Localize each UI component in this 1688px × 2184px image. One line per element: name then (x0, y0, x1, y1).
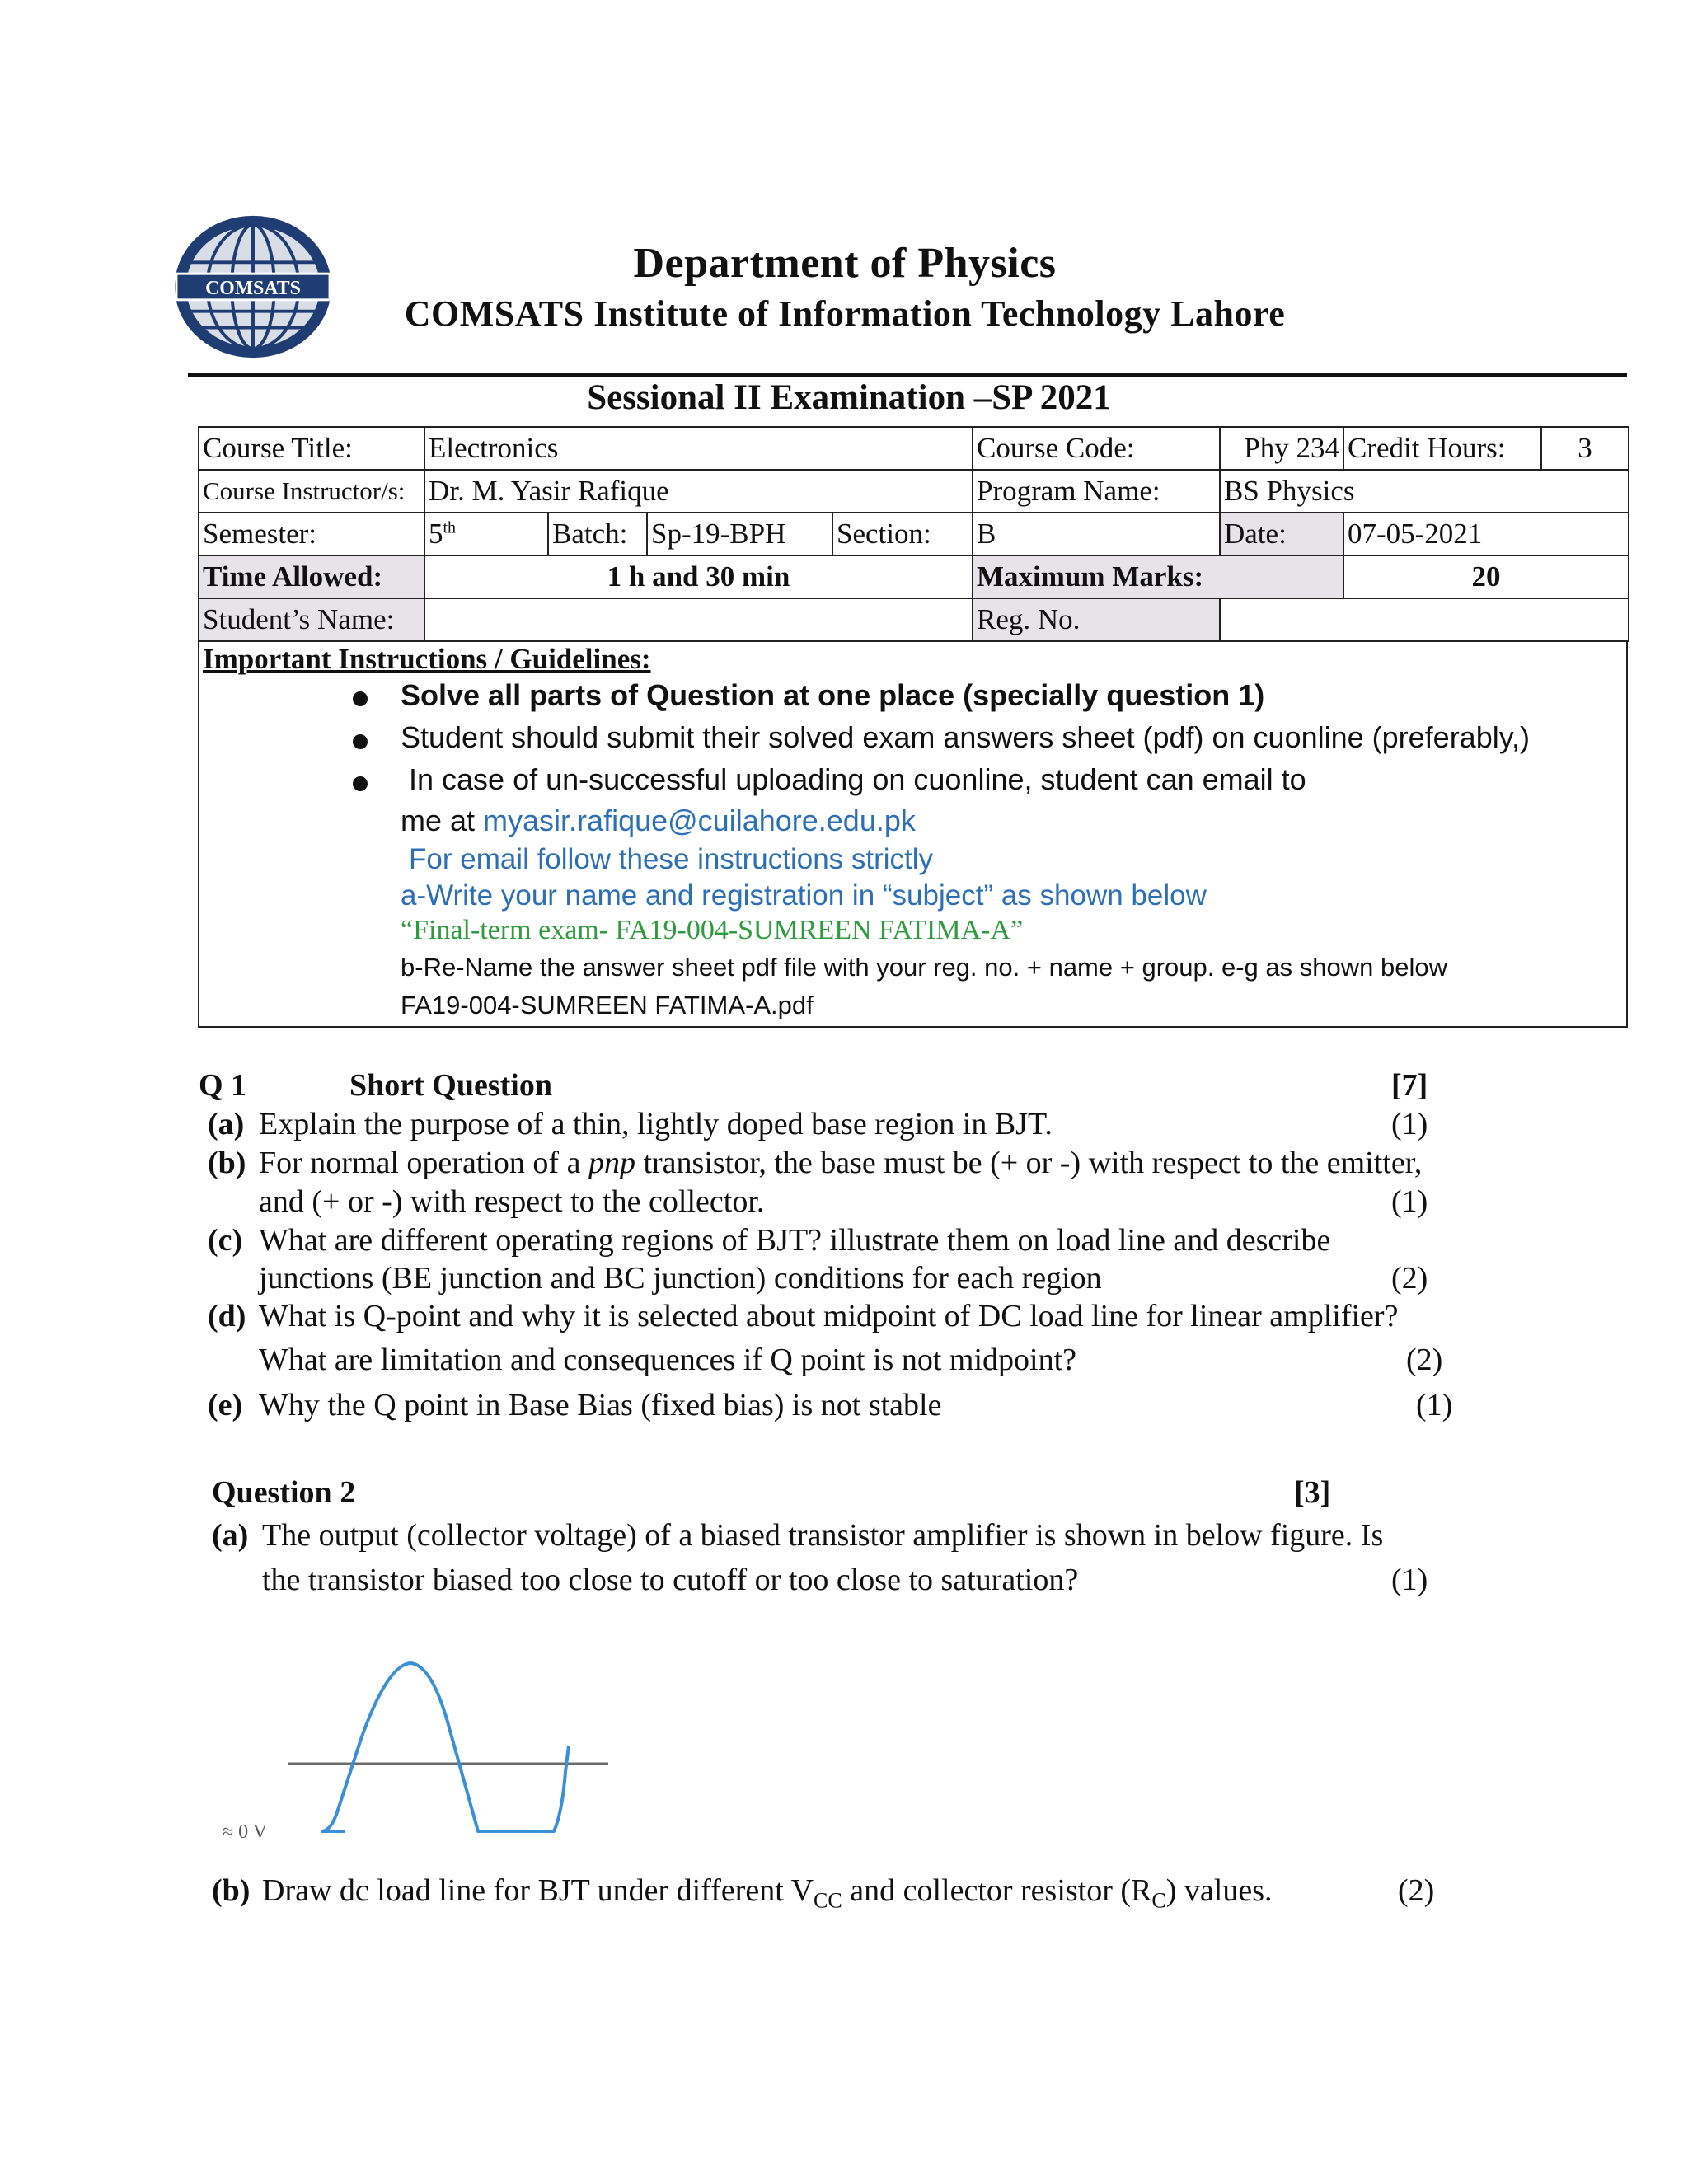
student-name-label: Student’s Name: (199, 598, 424, 641)
q1b-marks: (1) (1391, 1184, 1428, 1219)
q1b-label: (b) (208, 1146, 246, 1180)
semester-label: Semester: (199, 513, 424, 555)
q1a-text: Explain the purpose of a thin, lightly doped base region in BJT. (259, 1107, 1053, 1141)
q1d-label: (d) (208, 1299, 246, 1333)
email-follow-note: For email follow these instructions strictly (409, 843, 934, 875)
q1a-marks: (1) (1391, 1107, 1428, 1141)
svg-text:COMSATS: COMSATS (205, 277, 301, 299)
max-marks-value: 20 (1343, 555, 1629, 598)
bullet-icon (353, 776, 368, 791)
instruction-3: In case of un-successful uploading on cuonline, student can email to (409, 762, 1306, 796)
q1e-marks: (1) (1416, 1388, 1453, 1422)
max-marks-label: Maximum Marks: (973, 555, 1343, 598)
instructions-heading: Important Instructions / Guidelines: (203, 643, 651, 675)
collector-voltage-waveform (206, 1640, 618, 1838)
q1d-text: What is Q-point and why it is selected about midpoint of DC load line for linear amplifier? (259, 1299, 1399, 1333)
q1d-text-line2: What are limitation and consequences if Q point is not midpoint? (259, 1343, 1076, 1377)
course-title-label: Course Title: (199, 427, 424, 470)
instruction-2: Student should submit their solved exam answers sheet (pdf) on cuonline (preferably,) (401, 720, 1531, 754)
q1e-text: Why the Q point in Base Bias (fixed bias) is not stable (259, 1388, 942, 1422)
bullet-icon (353, 734, 368, 749)
zero-volt-label: ≈ 0 V (223, 1821, 268, 1838)
student-name-field[interactable] (424, 598, 973, 641)
instruction-1: Solve all parts of Question at one place (specially question 1) (401, 678, 1265, 712)
q1-title: Short Question (349, 1068, 552, 1103)
instruction-3-cont: me at myasir.rafique@cuilahore.edu.pk (401, 804, 916, 837)
credit-hours-value: 3 (1541, 427, 1629, 470)
course-code-value: Phy 234 (1220, 427, 1343, 470)
reg-no-field[interactable] (1220, 598, 1629, 641)
info-row-instructor (199, 470, 1629, 513)
q2a-text: The output (collector voltage) of a biased transistor amplifier is shown in below figure. Is (262, 1518, 1384, 1553)
q1c-label: (c) (208, 1223, 243, 1258)
q1c-text-line2: junctions (BE junction and BC junction) conditions for each region (259, 1261, 1102, 1296)
section-value: B (973, 513, 1220, 555)
bullet-icon (353, 691, 368, 706)
date-value: 07-05-2021 (1343, 513, 1629, 555)
q1c-text: What are different operating regions of BJT? illustrate them on load line and describe (259, 1223, 1331, 1258)
course-title-value: Electronics (424, 427, 973, 470)
q1-marks: [7] (1391, 1068, 1428, 1103)
info-row-time (199, 555, 1629, 598)
q1d-marks: (2) (1406, 1343, 1443, 1377)
semester-value: 5th (424, 513, 548, 555)
instructor-value: Dr. M. Yasir Rafique (424, 470, 973, 513)
step-b: b-Re-Name the answer sheet pdf file with your reg. no. + name + group. e-g as shown below (401, 953, 1447, 982)
time-allowed-label: Time Allowed: (199, 555, 424, 598)
reg-no-label: Reg. No. (973, 598, 1220, 641)
department-title: Department of Physics (633, 240, 1057, 287)
q2-title: Question 2 (212, 1475, 356, 1510)
q1a-label: (a) (208, 1107, 245, 1141)
q2b-text: Draw dc load line for BJT under different $V_{CC}$ and collector resistor $(R_C)$ values. (262, 1873, 1273, 1913)
time-allowed-value: 1 h and 30 min (424, 555, 973, 598)
email-link[interactable]: myasir.rafique@cuilahore.edu.pk (483, 804, 916, 837)
date-label: Date: (1220, 513, 1343, 555)
subject-example: “Final-term exam- FA19-004-SUMREEN FATIMA-A” (401, 915, 1024, 945)
batch-value: Sp-19-BPH (647, 513, 832, 555)
program-label: Program Name: (973, 470, 1220, 513)
q1c-marks: (2) (1391, 1261, 1428, 1296)
course-code-label: Course Code: (973, 427, 1220, 470)
q1e-label: (e) (208, 1388, 243, 1422)
institute-name: COMSATS Institute of Information Technology Lahore (404, 293, 1286, 334)
q1-number: Q 1 (199, 1068, 247, 1103)
info-row-student (199, 598, 1629, 641)
q2b-marks: (2) (1398, 1873, 1435, 1908)
program-value: BS Physics (1220, 470, 1629, 513)
q2a-marks: (1) (1391, 1563, 1428, 1597)
q2-marks: [3] (1294, 1475, 1331, 1510)
credit-hours-label: Credit Hours: (1343, 427, 1541, 470)
q2b-label: (b) (212, 1873, 251, 1908)
step-a: a-Write your name and registration in “subject” as shown below (401, 879, 1207, 912)
batch-label: Batch: (548, 513, 647, 555)
q2a-text-line2: the transistor biased too close to cutoff or too close to saturation? (262, 1563, 1079, 1597)
exam-title: Sessional II Examination –SP 2021 (587, 378, 1111, 417)
q1b-text-line2: and (+ or -) with respect to the collector. (259, 1184, 765, 1219)
clipped-sine-trace (321, 1663, 569, 1831)
q1b-text: For normal operation of a pnp transistor, the base must be (+ or -) with respect to the emitter, (259, 1146, 1423, 1180)
instructor-label: Course Instructor/s: (199, 470, 424, 513)
exam-info-table (198, 426, 1629, 642)
info-row-course (199, 427, 1629, 470)
q2a-label: (a) (212, 1518, 249, 1553)
comsats-logo (171, 213, 335, 361)
file-example: FA19-004-SUMREEN FATIMA-A.pdf (401, 991, 814, 1019)
info-row-semester (199, 513, 1629, 555)
section-label: Section: (832, 513, 973, 555)
